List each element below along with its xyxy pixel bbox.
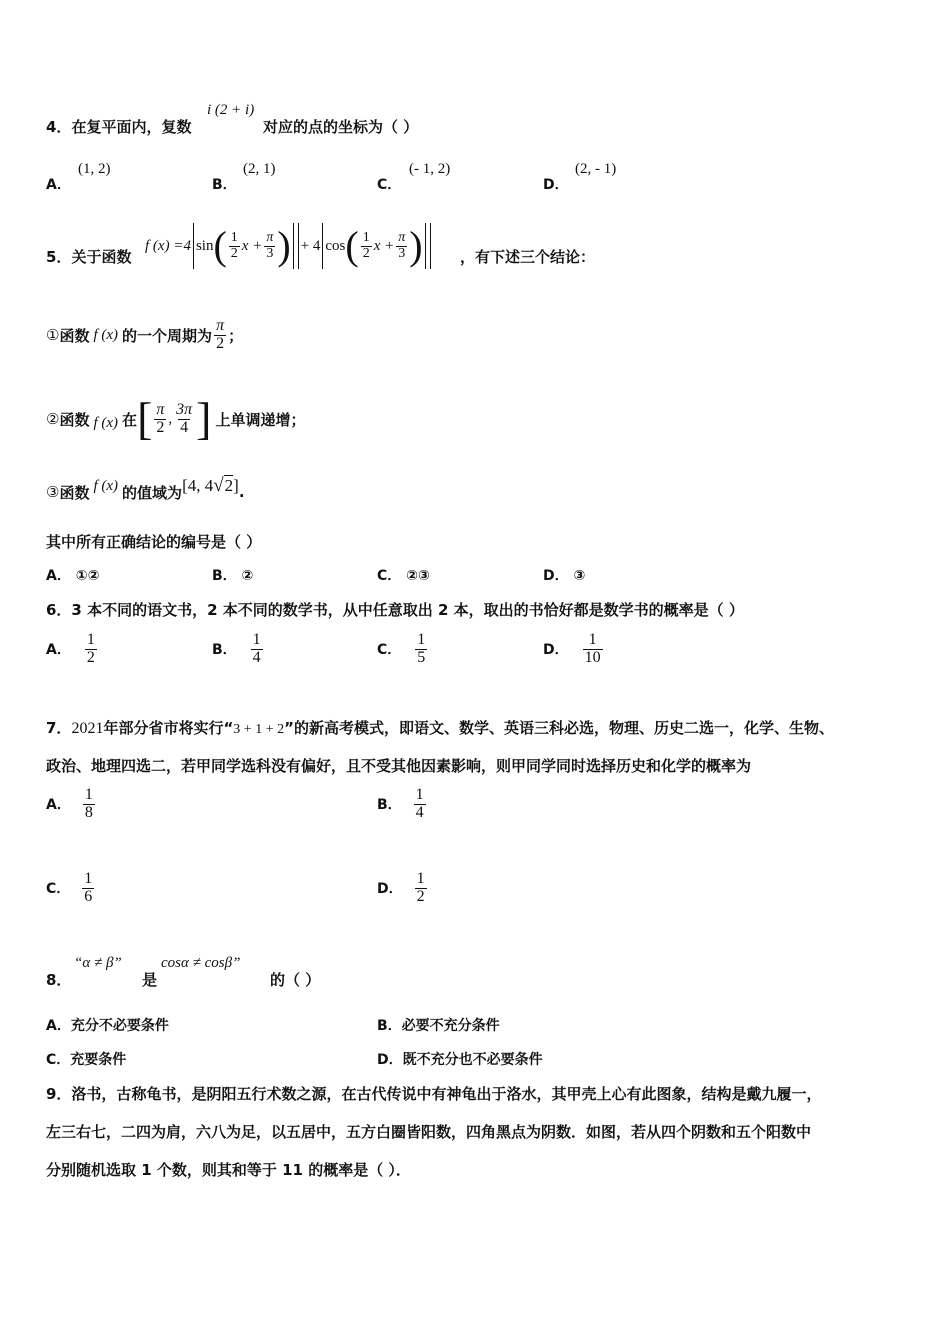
circled-three: ③ — [46, 483, 60, 501]
q5-option-a — [46, 565, 99, 585]
frac-den: 10 — [584, 648, 601, 666]
q5-pi-third-fraction-2 — [396, 231, 407, 261]
abs-bar — [298, 223, 299, 269]
q8-number: 8． — [46, 971, 72, 989]
frac-num: 1 — [588, 631, 597, 648]
option-label: B． — [212, 568, 237, 584]
q5-stem-before: 关于函数 — [71, 248, 132, 266]
q8-mid: 是 — [142, 971, 158, 989]
q5-half-fraction-2 — [361, 231, 372, 261]
frac-den: 2 — [230, 245, 238, 261]
q4-number: 4． — [46, 118, 72, 136]
circled-one: ① — [46, 326, 60, 344]
abs-bar — [430, 223, 431, 269]
q9-line1: 9．洛书，古称龟书，是阴阳五行术数之源，在古代传说中有神龟出于洛水，其甲壳上心有此图象，结构是戴九履一， — [46, 1085, 822, 1103]
frac-num: 1 — [230, 229, 238, 245]
paren-left: ( — [345, 223, 359, 268]
q6-stem: 6．3 本不同的语文书，2 本不同的数学书，从中任意取出 2 本，取出的书恰好都是数学书的概率是（ ） — [46, 601, 744, 619]
q7-stem-line1 — [46, 717, 834, 738]
q9-line2: 左三右七，二四为肩，六八为足，以五居中，五方白圈皆阳数，四角黑点为阴数．如图，若从四个阴数和五个阳数中 — [46, 1123, 812, 1141]
q5-conclusion-3 — [46, 474, 245, 510]
option-label: D． — [377, 881, 403, 898]
q7-option-b — [377, 787, 428, 822]
frac-den: 8 — [84, 803, 93, 821]
option-label: D． — [543, 568, 569, 584]
q6-option-b — [212, 632, 265, 667]
q7-text-a: 年部分省市将实行“ — [103, 719, 234, 737]
frac-num: 1 — [416, 870, 425, 887]
c2-text-a: 函数 — [59, 410, 90, 429]
option-value: ③ — [573, 568, 586, 584]
frac-den: 2 — [86, 648, 95, 666]
c3-fx: f (x) — [93, 477, 119, 494]
q6-d-fraction — [583, 632, 603, 667]
frac-num: π — [156, 400, 165, 418]
option-value: ①② — [75, 568, 100, 584]
q5-option-c — [377, 565, 430, 585]
frac-num: 1 — [417, 631, 426, 648]
q8-option-c — [46, 1049, 126, 1069]
q4-expression: i (2 + i) — [207, 102, 255, 118]
c3-end: . — [238, 483, 245, 501]
c2-comma: , — [168, 410, 173, 427]
q5-cos: cos — [325, 237, 346, 254]
q6-option-c — [377, 632, 429, 667]
q8-option-a — [46, 1015, 169, 1035]
bracket-left: [ — [137, 393, 153, 444]
q7-option-d — [377, 871, 429, 906]
option-label: B． — [377, 797, 402, 814]
sqrt-icon: √ — [213, 475, 224, 496]
q6-option-a — [46, 632, 99, 667]
option-label: C． — [46, 881, 71, 898]
q6-a-fraction — [85, 632, 97, 667]
frac-num: 1 — [86, 631, 95, 648]
q7-stem-line2: 政治、地理四选二，若甲同学选科没有偏好，且不受其他因素影响，则甲同学同时选择历史和化学的概率为 — [46, 757, 752, 775]
c1-fraction — [214, 318, 226, 353]
c1-fx: f (x) — [93, 326, 119, 343]
abs-bar — [193, 223, 194, 269]
q4-option-c-label: C． — [377, 177, 402, 193]
paren-left: ( — [213, 223, 227, 268]
q5-conclusion-1 — [46, 305, 243, 365]
frac-num: 1 — [362, 229, 370, 245]
option-label: C． — [377, 568, 402, 584]
q4-stem-after: 对应的点的坐标为（ ） — [263, 118, 419, 136]
option-label: D． — [543, 642, 569, 659]
frac-den: 3 — [398, 245, 406, 261]
q4-stem-before: 在复平面内，复数 — [71, 118, 192, 136]
q4-option-b-label: B． — [212, 177, 237, 193]
q7-mode: 3 + 1 + 2 — [233, 722, 285, 737]
q9-line3: 分别随机选取 1 个数，则其和等于 11 的概率是（ ）． — [46, 1161, 411, 1179]
frac-den: 2 — [416, 887, 425, 905]
q5-conclusion-2 — [46, 389, 306, 449]
paren-right: ) — [409, 223, 423, 268]
frac-num: π — [266, 229, 274, 245]
q4-option-d-label: D． — [543, 177, 569, 193]
frac-num: 1 — [84, 870, 93, 887]
frac-num: π — [398, 229, 406, 245]
q5-number: 5． — [46, 248, 72, 266]
range-b: 2 — [224, 476, 234, 495]
option-label: B． — [377, 1018, 402, 1034]
q6-b-fraction — [251, 632, 263, 667]
q7-option-a — [46, 787, 97, 822]
q8-end: 的（ ） — [270, 971, 321, 989]
c2-end: 上单调递增； — [215, 410, 306, 429]
c3-range — [182, 475, 239, 497]
paren-right: ) — [277, 223, 291, 268]
frac-num: 1 — [252, 631, 261, 648]
option-value: 充分不必要条件 — [70, 1018, 169, 1034]
q5-stem — [46, 246, 131, 267]
bracket-right: ] — [196, 393, 212, 444]
option-label: A． — [46, 642, 71, 659]
q5-question: 其中所有正确结论的编号是（ ） — [46, 533, 262, 551]
option-value: 既不充分也不必要条件 — [402, 1052, 543, 1068]
c3-text-a: 函数 — [59, 483, 90, 502]
range-a: [4, 4 — [182, 476, 214, 495]
range-c: ] — [233, 476, 239, 495]
q7-c-fraction — [82, 871, 94, 906]
q5-stem-after: ，有下述三个结论： — [460, 248, 596, 266]
option-label: A． — [46, 797, 71, 814]
c2-text-b: 在 — [122, 410, 138, 429]
q7-d-fraction — [415, 871, 427, 906]
q5-plus4: + 4 — [300, 237, 321, 254]
option-label: C． — [377, 642, 402, 659]
frac-num: 3π — [176, 400, 193, 418]
abs-bar — [425, 223, 426, 269]
option-value: ② — [241, 568, 254, 584]
circled-two: ② — [46, 410, 60, 428]
frac-den: 2 — [216, 334, 225, 352]
option-label: C． — [46, 1052, 71, 1068]
option-label: D． — [377, 1052, 403, 1068]
frac-den: 6 — [84, 887, 93, 905]
c1-text-a: 函数 — [59, 326, 90, 345]
q5-function-formula — [145, 221, 433, 271]
q4-option-a-value: (1, 2) — [78, 161, 111, 177]
option-value: 充要条件 — [70, 1052, 127, 1068]
q8-option-b — [377, 1015, 500, 1035]
q4-option-a-label: A． — [46, 177, 71, 193]
q5-option-b — [212, 565, 253, 585]
frac-den: 4 — [252, 648, 261, 666]
c2-fraction-1 — [154, 402, 166, 437]
c2-fx: f (x) — [93, 414, 119, 431]
frac-den: 4 — [415, 803, 424, 821]
q7-b-fraction — [414, 787, 426, 822]
option-label: A． — [46, 568, 71, 584]
frac-num: π — [216, 316, 225, 334]
q8-option-d — [377, 1049, 543, 1069]
q4-stem — [46, 116, 191, 137]
q5-x-plus-2: x + — [373, 237, 395, 254]
frac-den: 5 — [417, 648, 426, 666]
c1-end: ； — [228, 326, 244, 345]
c2-fraction-2 — [174, 402, 194, 437]
option-label: B． — [212, 642, 237, 659]
q6-c-fraction — [415, 632, 427, 667]
option-value: ②③ — [406, 568, 430, 584]
frac-den: 3 — [266, 245, 274, 261]
q5-option-d — [543, 565, 585, 585]
q6-option-d — [543, 632, 605, 667]
frac-den: 2 — [362, 245, 370, 261]
q8-expr1: “α ≠ β” — [74, 955, 122, 971]
q7-year: 2021 — [71, 720, 104, 737]
q4-option-b-value: (2, 1) — [243, 161, 276, 177]
c3-text-b: 的值域为 — [122, 483, 183, 502]
q7-text-b: ”的新高考模式，即语文、数学、英语三科必选，物理、历史二选一，化学、生物、 — [284, 719, 834, 737]
frac-num: 1 — [84, 786, 93, 803]
q4-option-d-value: (2, - 1) — [575, 161, 617, 177]
q5-half-fraction — [229, 231, 240, 261]
q5-fx: f (x) =4 — [145, 237, 191, 254]
abs-bar — [293, 223, 294, 269]
q7-option-c — [46, 871, 96, 906]
q8-expr2: cosα ≠ cosβ” — [161, 955, 241, 971]
frac-den: 2 — [156, 418, 165, 436]
q5-pi-third-fraction — [264, 231, 275, 261]
q7-a-fraction — [83, 787, 95, 822]
frac-num: 1 — [415, 786, 424, 803]
q7-number: 7． — [46, 719, 72, 737]
abs-bar — [322, 223, 323, 269]
c1-text-b: 的一个周期为 — [122, 326, 213, 345]
option-value: 必要不充分条件 — [401, 1018, 500, 1034]
frac-den: 4 — [180, 418, 189, 436]
q5-x-plus: x + — [241, 237, 263, 254]
option-label: A． — [46, 1018, 71, 1034]
q5-sin: sin — [195, 237, 214, 254]
q4-option-c-value: (- 1, 2) — [409, 161, 451, 177]
